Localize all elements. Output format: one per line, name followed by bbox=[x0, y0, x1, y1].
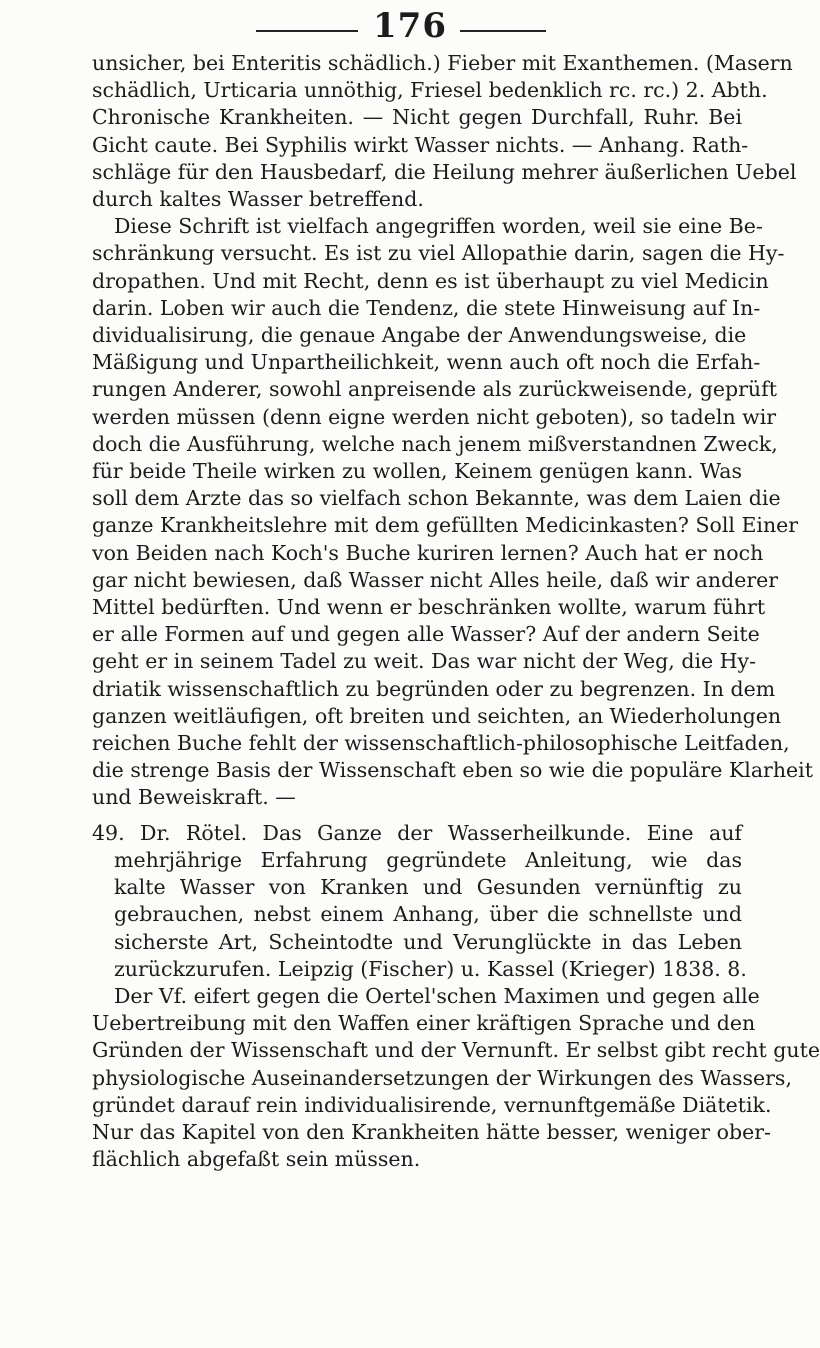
text-line: und Beweiskraft. — bbox=[92, 785, 296, 810]
text-line: dropathen. Und mit Recht, denn es ist überhaupt zu viel Medicin bbox=[92, 268, 769, 293]
text-line: werden müssen (denn eigne werden nicht geboten), so tadeln wir bbox=[92, 404, 777, 429]
text-line: er alle Formen auf und gegen alle Wasser? Auf der andern Seite bbox=[92, 622, 760, 647]
header-rule-right bbox=[460, 30, 546, 32]
text-line: für beide Theile wirken zu wollen, Keinem genügen kann. Was bbox=[92, 459, 742, 484]
text-line: durch kaltes Wasser betreffend. bbox=[92, 187, 424, 212]
text-line: dividualisirung, die genaue Angabe der Anwendungsweise, die bbox=[92, 323, 747, 348]
text-line: ganze Krankheitslehre mit dem gefüllten Medicinkasten? Soll Einer bbox=[92, 513, 799, 538]
text-line: Gicht caute. Bei Syphilis wirkt Wasser nichts. — Anhang. Rath- bbox=[92, 132, 749, 157]
text-line: Mäßigung und Unpartheilichkeit, wenn auch oft noch die Erfah- bbox=[92, 350, 761, 375]
text-line: Der Vf. eifert gegen die Oertel'schen Maximen und gegen alle bbox=[114, 983, 760, 1008]
entry-title-line: 49. Dr. Rötel. Das Ganze der Wasserheilkunde. Eine auf bbox=[92, 820, 742, 845]
text-line: Gründen der Wissenschaft und der Vernunft. Er selbst gibt recht gute bbox=[92, 1038, 820, 1063]
bibliography-entry bbox=[92, 820, 747, 983]
text-line: ganzen weitläufigen, oft breiten und seichten, an Wiederholungen bbox=[92, 703, 782, 728]
entry-title-line: sicherste Art, Scheintodte und Verunglückte in das Leben bbox=[114, 929, 742, 954]
text-line: gar nicht bewiesen, daß Wasser nicht Alles heile, daß wir anderer bbox=[92, 567, 779, 592]
text-line: von Beiden nach Koch's Buche kuriren lernen? Auch hat er noch bbox=[92, 540, 764, 565]
review-paragraph-1 bbox=[92, 50, 797, 213]
page-number: 176 bbox=[373, 6, 447, 46]
entry-title-line: kalte Wasser von Kranken und Gesunden vernünftig zu bbox=[114, 875, 742, 900]
page-header bbox=[0, 6, 800, 50]
text-line: die strenge Basis der Wissenschaft eben so wie die populäre Klarheit bbox=[92, 758, 813, 783]
text-line: driatik wissenschaftlich zu begründen oder zu begrenzen. In dem bbox=[92, 676, 776, 701]
text-line: schläge für den Hausbedarf, die Heilung mehrer äußerlichen Uebel bbox=[92, 159, 797, 184]
text-line: Nur das Kapitel von den Krankheiten hätte besser, weniger ober- bbox=[92, 1119, 771, 1144]
text-line: reichen Buche fehlt der wissenschaftlich-philosophische Leitfaden, bbox=[92, 731, 790, 756]
entry-title-line: zurückzurufen. Leipzig (Fischer) u. Kassel (Krieger) 1838. 8. bbox=[114, 956, 747, 981]
text-line: geht er in seinem Tadel zu weit. Das war nicht der Weg, die Hy- bbox=[92, 649, 757, 674]
text-line: unsicher, bei Enteritis schädlich.) Fieber mit Exanthemen. (Masern bbox=[92, 51, 793, 75]
text-line: Diese Schrift ist vielfach angegriffen worden, weil sie eine Be- bbox=[114, 214, 763, 239]
text-line: Chronische Krankheiten. — Nicht gegen Durchfall, Ruhr. Bei bbox=[92, 105, 742, 130]
review-paragraph-3 bbox=[92, 983, 820, 1173]
text-line: Uebertreibung mit den Waffen einer kräftigen Sprache und den bbox=[92, 1011, 756, 1036]
text-line: schädlich, Urticaria unnöthig, Friesel bedenklich rc. rc.) 2. Abth. bbox=[92, 78, 768, 103]
text-line: soll dem Arzte das so vielfach schon Bekannte, was dem Laien die bbox=[92, 486, 781, 511]
text-line: doch die Ausführung, welche nach jenem mißverstandnen Zweck, bbox=[92, 431, 778, 456]
text-line: schränkung versucht. Es ist zu viel Allopathie darin, sagen die Hy- bbox=[92, 241, 785, 266]
text-line: rungen Anderer, sowohl anpreisende als zurückweisende, geprüft bbox=[92, 377, 777, 402]
page-body bbox=[92, 50, 820, 1173]
text-line: gründet darauf rein individualisirende, vernunftgemäße Diätetik. bbox=[92, 1092, 772, 1117]
entry-title-line: mehrjährige Erfahrung gegründete Anleitung, wie das bbox=[114, 847, 742, 872]
header-rule-left bbox=[256, 30, 358, 32]
review-paragraph-2 bbox=[92, 213, 813, 811]
text-line: flächlich abgefaßt sein müssen. bbox=[92, 1147, 421, 1172]
text-line: physiologische Auseinandersetzungen der Wirkungen des Wassers, bbox=[92, 1065, 792, 1090]
text-line: Mittel bedürften. Und wenn er beschränken wollte, warum führt bbox=[92, 595, 766, 620]
text-line: darin. Loben wir auch die Tendenz, die stete Hinweisung auf In- bbox=[92, 295, 761, 320]
entry-title-line: gebrauchen, nebst einem Anhang, über die schnellste und bbox=[114, 902, 742, 927]
